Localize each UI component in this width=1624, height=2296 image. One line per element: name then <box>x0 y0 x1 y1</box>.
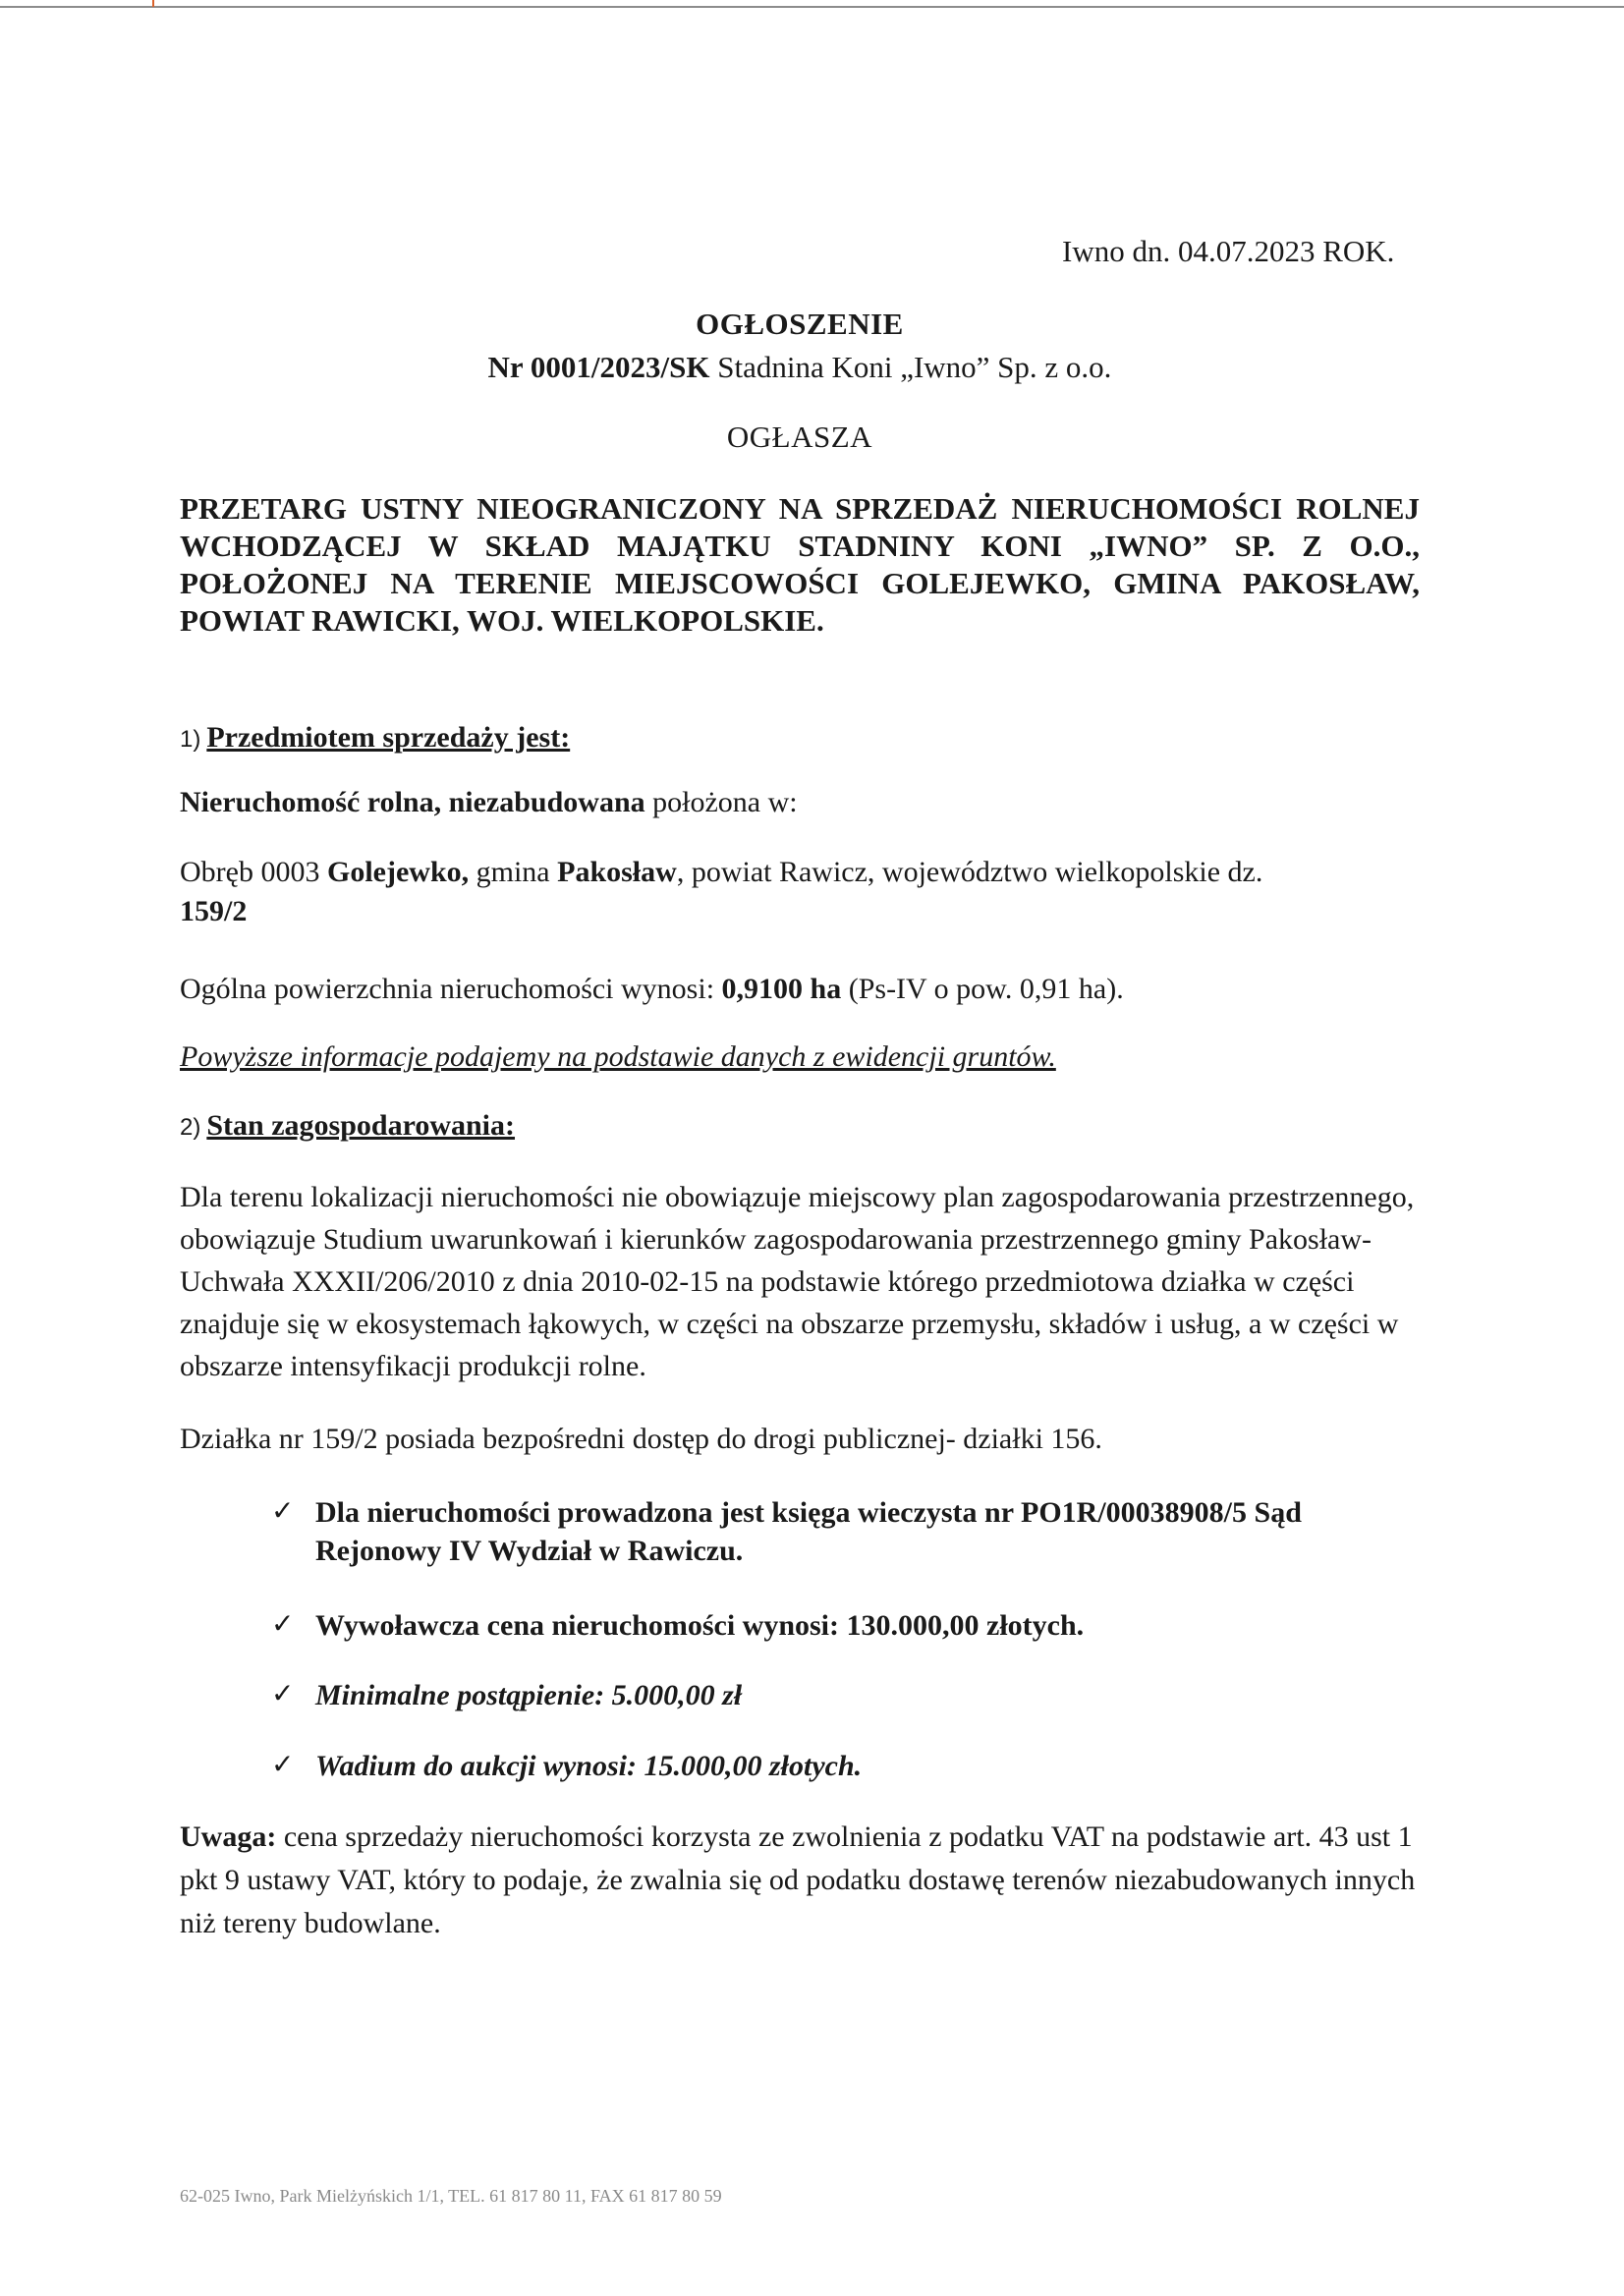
document-title: OGŁOSZENIE <box>696 307 904 341</box>
section-2-title: Stan zagospodarowania: <box>206 1109 516 1142</box>
section-1-number: 1) <box>180 726 201 753</box>
property-type-rest: położona w: <box>644 786 798 818</box>
list-item <box>271 1606 1421 1645</box>
section-1-heading <box>180 719 1420 758</box>
list-item <box>271 1676 1421 1714</box>
road-access: Działka nr 159/2 posiada bezpośredni dostęp do drogi publicznej- działki 156. <box>180 1423 1102 1455</box>
tender-subject: PRZETARG USTNY NIEOGRANICZONY NA SPRZEDAŻ NIERUCHOMOŚCI ROLNEJ WCHODZĄCEJ W SKŁAD MAJĄTKU STADNINY KONI „IWNO” SP. Z O.O., POŁOŻONEJ NA TERENIE MIEJSCOWOŚCI GOLEJEWKO, GMINA PAKOSŁAW, POWIAT RAWICKI, WOJ. WIELKOPOLSKIE. <box>180 491 1420 638</box>
top-margin-mark <box>152 0 154 7</box>
property-type <box>180 784 1420 821</box>
list-item <box>271 1747 1421 1785</box>
remark-text: cena sprzedaży nieruchomości korzysta ze zwolnienia z podatku VAT na podstawie art. 43 ust 1 pkt 9 ustawy VAT, który to podaje, że zwalnia się od podatku dostawę terenów niezabudowanych innych niż tereny budowlane. <box>180 1820 1416 1939</box>
section-1-title: Przedmiotem sprzedaży jest: <box>206 721 571 754</box>
location-text-2: gmina <box>469 856 558 888</box>
date-line: Iwno dn. 04.07.2023 ROK. <box>1062 234 1395 268</box>
check-icon: ✓ <box>271 1677 295 1709</box>
top-rule <box>0 6 1624 8</box>
announcement-issuer: Stadnina Koni „Iwno” Sp. z o.o. <box>709 350 1112 384</box>
minimum-increment-item: Minimalne postąpienie: 5.000,00 zł <box>315 1679 743 1711</box>
list-item <box>271 1493 1421 1570</box>
property-type-bold: Nieruchomość rolna, niezabudowana <box>180 786 645 818</box>
records-note <box>180 1038 1420 1076</box>
area-text-1: Ogólna powierzchnia nieruchomości wynosi: <box>180 973 722 1005</box>
vat-remark <box>180 1816 1420 1945</box>
property-area <box>180 971 1420 1008</box>
location-village: Golejewko, <box>326 856 470 888</box>
remark-label: Uwaga: <box>180 1820 277 1853</box>
zoning-paragraph: Dla terenu lokalizacji nieruchomości nie obowiązuje miejscowy plan zagospodarowania przestrzennego, obowiązuje Studium uwarunkowań i kierunków zagospodarowania przestrzennego gminy Pakosław- Uchwała XXXII/206/2010 z dnia 2010-02-15 na podstawie którego przedmiotowa działka w części znajduje się w ekosystemach łąkowych, w części na obszarze przemysłu, składów i usług, a w części w obszarze intensyfikacji produkcji rolne. <box>180 1181 1415 1382</box>
footer-address: 62-025 Iwno, Park Mielżyńskich 1/1, TEL. 61 817 80 11, FAX 61 817 80 59 <box>180 2186 722 2206</box>
check-icon: ✓ <box>271 1748 295 1780</box>
area-value: 0,9100 ha <box>721 973 842 1005</box>
location-commune: Pakosław <box>557 856 677 888</box>
location-text-3: , powiat Rawicz, województwo wielkopolskie dz. <box>676 856 1263 888</box>
check-icon: ✓ <box>271 1494 295 1527</box>
check-icon: ✓ <box>271 1607 295 1640</box>
section-2-heading <box>180 1107 1420 1147</box>
announcement-number-bold: Nr 0001/2023/SK <box>487 350 710 384</box>
land-register-item: Dla nieruchomości prowadzona jest księga wieczysta nr PO1R/00038908/5 Sąd Rejonowy IV Wydział w Rawiczu. <box>315 1496 1302 1567</box>
location-text-1: Obręb 0003 <box>180 856 327 888</box>
records-note-text: Powyższe informacje podajemy na podstawie danych z ewidencji gruntów. <box>180 1040 1056 1073</box>
section-2-number: 2) <box>180 1114 201 1141</box>
announcement-number <box>180 350 1420 385</box>
deposit-item: Wadium do aukcji wynosi: 15.000,00 złotych. <box>315 1750 863 1782</box>
property-location <box>180 853 1420 931</box>
starting-price-item: Wywoławcza cena nieruchomości wynosi: 130.000,00 złotych. <box>315 1609 1085 1642</box>
announces-heading: OGŁASZA <box>726 420 873 454</box>
area-text-2: (Ps-IV o pow. 0,91 ha). <box>841 973 1124 1005</box>
location-plot-number: 159/2 <box>180 895 248 927</box>
